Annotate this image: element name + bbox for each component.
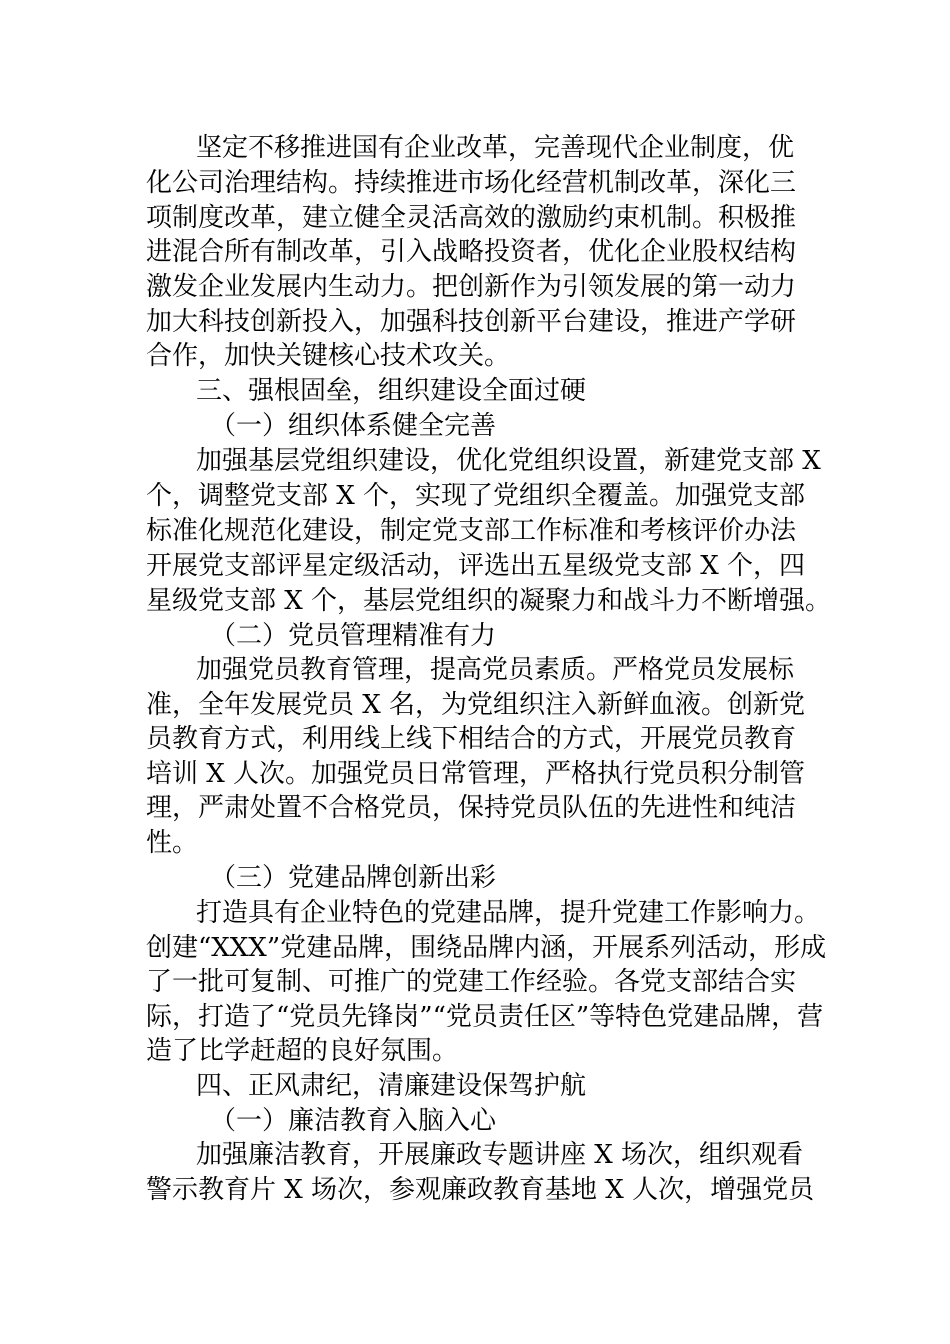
section-heading: 三、强根固垒，组织建设全面过硬 [196,376,587,406]
paragraph-line: 星级党支部 X 个，基层党组织的凝聚力和战斗力不断增强。 [146,586,832,616]
paragraph-line: 打造具有企业特色的党建品牌，提升党建工作影响力。 [196,898,821,928]
paragraph-line: 个，调整党支部 X 个，实现了党组织全覆盖。加强党支部 [146,481,806,511]
paragraph-line: 准，全年发展党员 X 名，为党组织注入新鲜血液。创新党 [146,690,806,720]
paragraph-line: 造了比学赶超的良好氛围。 [146,1036,459,1066]
paragraph-line: 理，严肃处置不合格党员，保持党员队伍的先进性和纯洁 [146,793,797,823]
paragraph-line: 警示教育片 X 场次，参观廉政教育基地 X 人次，增强党员 [146,1175,815,1205]
paragraph-line: 进混合所有制改革，引入战略投资者，优化企业股权结构 [146,237,797,267]
paragraph-line: 性。 [146,828,199,858]
paragraph-line: 创建“XXX”党建品牌，围绕品牌内涵，开展系列活动，形成 [146,933,827,963]
paragraph-line: 加强基层党组织建设，优化党组织设置，新建党支部 X [196,446,821,476]
subsection-heading: （二）党员管理精准有力 [210,621,497,651]
paragraph-line: 合作，加快关键核心技术攻关。 [146,341,511,371]
paragraph-line: 坚定不移推进国有企业改革，完善现代企业制度，优 [196,133,795,163]
paragraph-line: 化公司治理结构。持续推进市场化经营机制改革，深化三 [146,168,797,198]
paragraph-line: 加大科技创新投入，加强科技创新平台建设，推进产学研 [146,307,797,337]
subsection-heading: （一）组织体系健全完善 [210,411,497,441]
paragraph-line: 际，打造了“党员先锋岗”“党员责任区”等特色党建品牌，营 [146,1002,824,1032]
paragraph-line: 培训 X 人次。加强党员日常管理，严格执行党员积分制管 [146,759,806,789]
paragraph-line: 加强廉洁教育，开展廉政专题讲座 X 场次，组织观看 [196,1140,804,1170]
paragraph-line: 开展党支部评星定级活动，评选出五星级党支部 X 个，四 [146,551,806,581]
subsection-heading: （一）廉洁教育入脑入心 [210,1106,497,1136]
paragraph-line: 了一批可复制、可推广的党建工作经验。各党支部结合实 [146,967,797,997]
subsection-heading: （三）党建品牌创新出彩 [210,863,497,893]
paragraph-line: 标准化规范化建设，制定党支部工作标准和考核评价办法 [146,516,797,546]
paragraph-line: 员教育方式，利用线上线下相结合的方式，开展党员教育 [146,724,797,754]
paragraph-line: 加强党员教育管理，提高党员素质。严格党员发展标 [196,655,795,685]
paragraph-line: 项制度改革，建立健全灵活高效的激励约束机制。积极推 [146,203,797,233]
section-heading: 四、正风肃纪，清廉建设保驾护航 [196,1071,587,1101]
paragraph-line: 激发企业发展内生动力。把创新作为引领发展的第一动力 [146,272,797,302]
